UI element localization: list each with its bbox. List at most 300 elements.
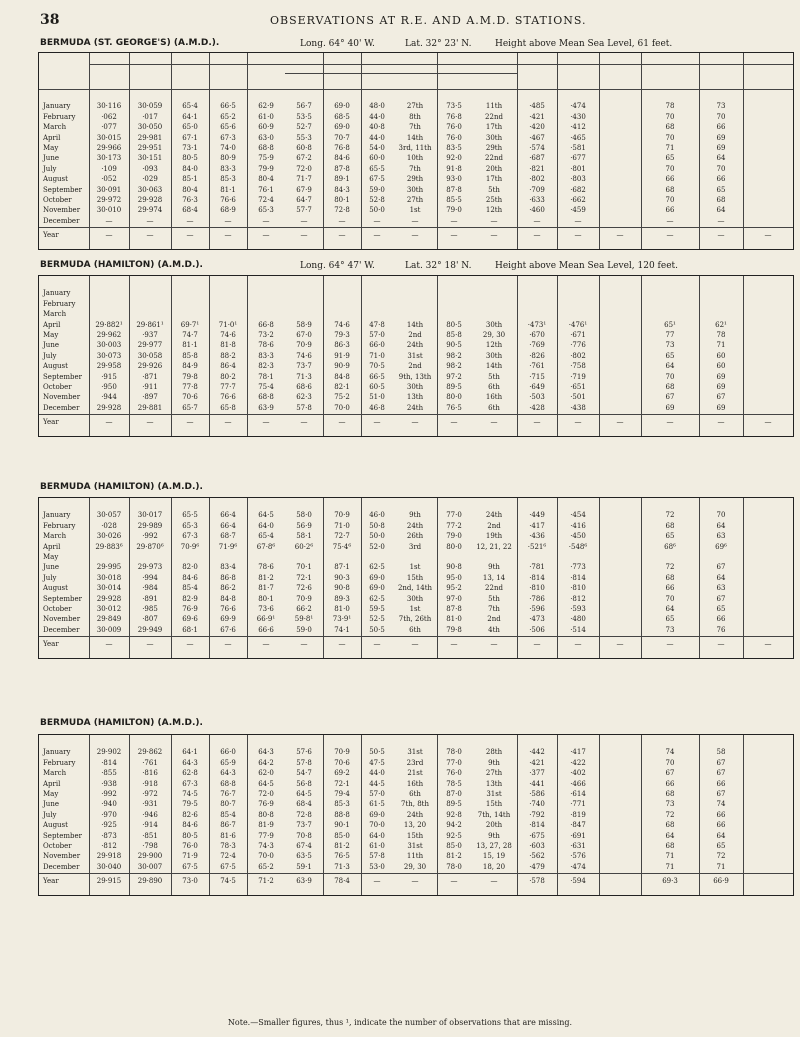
table-cell: — [105,640,113,649]
table-cell: 65·9 [220,758,236,767]
table-cell: 30th [406,185,424,194]
table-cell: 29·881 [137,403,163,412]
table-cell: 56·7 [296,102,312,111]
table-cell: 66·2 [296,605,312,613]
header-rule [641,64,793,65]
table-cell: 72·4 [220,852,236,861]
table-cell: 60·8 [296,144,312,152]
table-cell: 29·870⁶ [136,542,164,551]
table-cell: ·631 [570,842,586,850]
table-cell: ·810 [529,584,545,593]
table-cell: 3rd [408,542,422,551]
table-cell: ·761 [529,362,545,371]
table-cell: 29·902 [96,748,122,757]
table-cell: — [764,640,772,649]
table-cell: 69·9 [220,615,236,624]
table-cell: 6th [409,625,421,634]
table-cell: 24th [406,341,424,350]
table-cell: — [338,216,346,225]
table-cell: 2nd [487,615,501,624]
table-cell: 30·116 [96,102,122,111]
table-cell: 71·0 [369,351,385,360]
row-label: July [43,351,57,360]
table-cell: 30·010 [96,206,122,215]
units-row [39,278,793,288]
table-row [39,625,793,635]
table-cell: 73 [665,341,675,350]
table-cell: 29, 30 [482,331,506,339]
row-label: April [43,320,61,329]
table-cell: 71·2 [258,877,274,886]
table-cell: 79·8 [446,625,462,634]
table-cell: 29·928 [96,594,122,603]
table-row [39,768,793,778]
table-cell: 72·0 [296,164,312,173]
row-label: May [43,790,59,798]
table-cell: 67 [716,393,726,402]
table-cell: 29·890 [137,877,163,886]
table-cell: 75·4⁶ [332,542,352,551]
section-title: BERMUDA (HAMILTON) (A.M.D.). [40,718,203,728]
table-cell: 78·6 [258,563,274,572]
table-cell: — [616,418,624,427]
table-cell: 59·8¹ [294,615,314,624]
table-row [39,382,793,392]
section-longitude: Long. 64° 47' W. [300,261,375,271]
row-label: November [43,852,81,861]
table-cell: ·814 [529,821,545,830]
table-cell: 90·8 [446,563,462,572]
table-cell: 76·6 [220,605,236,613]
table-cell: 79·5 [182,800,198,809]
table-cell: — [533,216,541,225]
table-cell: 82·0 [182,563,198,572]
table-cell: 93·0 [446,175,462,184]
table-cell: 62·3 [296,393,312,402]
table-cell: 50·0 [369,206,385,215]
table-cell: 83·3 [258,351,274,360]
row-label: January [43,289,71,298]
table-cell: 80·9 [220,154,236,163]
table-row [39,820,793,830]
table-cell: 70·9 [296,341,312,350]
table-cell: 12th [485,206,503,215]
table-cell: 64·1 [182,112,198,121]
table-cell: ·474 [570,102,586,111]
table-row [39,876,793,886]
table-cell: 9th, 13th [398,372,432,381]
table-cell: 76·5 [446,403,462,412]
section-longitude: Long. 64° 40' W. [300,39,375,49]
table-cell: 64·5 [258,511,274,520]
table-cell: — [574,640,582,649]
table-cell: 46·0 [369,511,385,520]
table-cell: 87·1 [334,563,350,572]
table-cell: — [262,216,270,225]
table-cell: 92·8 [446,810,462,819]
table-cell: 81·1 [220,185,236,194]
table-cell: ·466 [570,779,586,788]
table-cell: 66 [665,779,675,788]
section-height: Height above Mean Sea Level, 61 feet. [495,39,673,49]
table-cell: 85·4 [182,584,198,593]
table-cell: 72 [665,810,675,819]
table-cell: 78·0 [446,748,462,757]
table-cell: ·792 [529,810,545,819]
table-cell: 64·0 [369,831,385,840]
table-cell: 29·900 [137,852,163,861]
table-cell: 29·883⁶ [95,542,123,551]
table-cell: 15th [485,800,503,809]
table-cell: 15th [406,573,424,582]
table-cell: — [186,216,194,225]
table-cell: 57·8 [369,852,385,861]
table-cell: 66 [716,779,726,788]
table-cell: — [338,418,346,427]
table-cell: 30·073 [96,351,122,360]
table-cell: 15th [406,831,424,840]
table-cell: 92·5 [446,831,462,840]
table-cell: 69 [716,403,726,412]
table-cell: 65·4 [182,102,198,111]
table-cell: 80·1 [334,196,350,204]
table-cell: — [666,418,674,427]
table-cell: ·891 [142,594,158,603]
table-row [39,562,793,572]
table-cell: 24th [406,521,424,530]
table-cell: — [105,216,113,225]
table-cell: 87·8 [334,164,350,173]
table-cell: ·776 [570,341,586,350]
table-cell: 77·2 [446,521,462,530]
table-cell: 69·6 [182,615,198,624]
table-cell: 9th [488,563,500,572]
table-cell: 85·4 [220,810,236,819]
table-cell: 66·4 [220,521,236,530]
table-cell: — [146,640,154,649]
section-title: BERMUDA (ST. GEORGE'S) (A.M.D.). [40,38,220,48]
table-cell: 70 [716,511,726,520]
table-cell: 88·2 [220,351,236,360]
row-label: February [43,299,76,308]
table-row [39,862,793,872]
table-cell: ·460 [529,206,545,215]
table-cell: 73·0 [182,877,198,886]
table-cell: ·417 [529,521,545,530]
table-cell: 67·6 [220,625,236,634]
table-cell: ·454 [570,511,586,520]
table-cell: 30·063 [137,185,163,194]
table-cell: ·803 [570,175,586,184]
table-cell: 60·9 [258,123,274,132]
row-label: Year [43,877,59,886]
table-cell: 80·5 [182,154,198,163]
table-cell: 78 [716,331,726,339]
table-cell: — [764,231,772,240]
table-cell: 58 [716,748,726,757]
table-cell: 85·5 [446,196,462,204]
row-label: August [43,821,68,830]
table-cell: 68·5 [334,112,350,121]
table-cell: 29·972 [96,196,122,204]
table-cell: 58·0 [296,511,312,520]
table-cell: 67·3 [182,532,198,541]
table-row [39,573,793,583]
table-cell: ·430 [570,112,586,121]
table-cell: 84·9 [182,362,198,371]
table-cell: 29·995 [96,563,122,572]
table-cell: 69·3 [662,877,678,886]
row-label: December [43,625,80,634]
table-cell: ·109 [101,164,117,173]
table-cell: 12, 21, 22 [476,542,512,551]
table-cell: 6th [488,403,500,412]
table-cell: 64 [665,831,675,840]
table-cell: 29·951 [137,144,163,152]
table-cell: 66·5 [220,102,236,111]
row-label: August [43,175,68,184]
table-cell: 69 [716,372,726,381]
row-label: October [43,842,72,850]
table-cell: 67·9 [296,185,312,194]
table-cell: 68·8 [220,779,236,788]
table-cell: ·826 [529,351,545,360]
table-cell: 76·8 [446,112,462,121]
table-cell: 70·8 [296,831,312,840]
table-cell: ·514 [570,625,586,634]
table-cell: 66·9 [713,877,729,886]
table-cell: 73·7 [296,821,312,830]
table-cell: 29·862 [137,748,163,757]
table-cell: 67 [716,790,726,798]
table-cell: 27th [485,769,503,778]
table-cell: 69 [716,144,726,152]
table-cell: 79·0 [446,206,462,215]
table-cell: 74 [665,748,675,757]
table-cell: 66·8 [258,320,274,329]
table-cell: ·467 [529,133,545,142]
table-cell: ·473¹ [527,320,547,329]
table-cell: 59·0 [296,625,312,634]
table-cell: 65 [665,351,675,360]
table-cell: 30th [485,320,503,329]
table-cell: 65·5 [369,164,385,173]
table-cell: ·814 [101,758,117,767]
table-cell: 17th [485,175,503,184]
table-cell: ·740 [529,800,545,809]
table-cell: 13th [485,779,503,788]
table-cell: 95·2 [446,584,462,593]
table-cell: 30·014 [96,584,122,593]
row-label: August [43,584,68,593]
section-title: BERMUDA (HAMILTON) (A.M.D.). [40,482,203,492]
table-cell: 68 [665,521,675,530]
row-label: January [43,102,71,111]
table-cell: ·677 [570,154,586,163]
table-cell: 79·8 [182,372,198,381]
year-rule [39,227,793,228]
table-cell: ·450 [570,532,586,541]
table-cell: ·709 [529,185,545,194]
table-cell: ·485 [529,102,545,111]
table-cell: 86·7 [220,821,236,830]
table-cell: 44·5 [369,779,385,788]
table-cell: 65·5 [182,511,198,520]
table-cell: 84·8 [334,372,350,381]
table-cell: 81·0 [334,605,350,613]
table-cell: 70 [665,594,675,603]
table-cell: 17th [485,123,503,132]
table-cell: ·931 [142,800,158,809]
table-cell: 29, 30 [403,862,427,871]
table-cell: 71·0¹ [218,320,238,329]
table-cell: 30·003 [96,341,122,350]
table-cell: 30·012 [96,605,122,613]
table-cell: 29·973 [137,563,163,572]
table-cell: ·671 [570,331,586,339]
row-label: June [43,341,59,350]
table-cell: 11th [485,102,503,111]
table-cell: ·773 [570,563,586,572]
table-cell: — [764,418,772,427]
table-cell: 84·0 [182,164,198,173]
table-row [39,288,793,298]
table-cell: 67 [665,769,675,778]
table-cell: ·807 [142,615,158,624]
table-cell: 87·0 [446,790,462,798]
table-cell: — [300,216,308,225]
row-label: Year [43,231,59,240]
table-cell: ·651 [570,383,586,391]
table-cell: ·428 [529,403,545,412]
table-cell: 62·0 [258,769,274,778]
table-cell: 70 [665,372,675,381]
table-cell: 70·6 [182,393,198,402]
running-head: OBSERVATIONS AT R.E. AND A.M.D. STATIONS. [270,14,587,27]
table-cell: 64 [665,362,675,371]
table-cell: 85·0 [446,842,462,850]
table-cell: 4th [488,625,500,634]
table-cell: 69·7¹ [180,320,200,329]
table-cell: 29·918 [96,852,122,861]
row-label: October [43,383,72,391]
table-cell: 76 [716,625,726,634]
table-cell: 65·3 [182,521,198,530]
table-cell: 57·7 [296,206,312,215]
table-cell: 30·059 [137,102,163,111]
table-cell: 72 [665,563,675,572]
table-cell: ·473 [529,615,545,624]
table-cell: 52·7 [296,123,312,132]
table-row [39,747,793,757]
table-cell: 80·0 [446,542,462,551]
table-cell: 30·018 [96,573,122,582]
table-row [39,810,793,820]
row-label: Year [43,640,59,649]
table-cell: 14th [406,133,424,142]
table-cell: 81·2 [446,852,462,861]
table-cell: 72 [716,852,726,861]
table-cell: 14th [406,320,424,329]
table-cell: 2nd [487,521,501,530]
table-cell: — [490,231,498,240]
table-cell: 50·5 [369,748,385,757]
table-cell: 89·5 [446,800,462,809]
table-cell: 64 [716,206,726,215]
table-cell: 74·5 [182,790,198,798]
row-label: March [43,310,67,319]
table-cell: — [105,418,113,427]
table-cell: 29·849 [96,615,122,624]
table-cell: 30·040 [96,862,122,871]
table-cell: 79·0 [446,532,462,541]
table-cell: ·459 [570,206,586,215]
table-cell: 9th [488,831,500,840]
table-cell: 68·1 [182,625,198,634]
table-row [39,122,793,132]
row-label: April [43,133,61,142]
table-cell: 13, 27, 28 [476,842,512,850]
section-title: BERMUDA (HAMILTON) (A.M.D.). [40,260,203,270]
table-cell: ·994 [142,573,158,582]
table-cell: 84·6 [182,821,198,830]
table-cell: — [574,231,582,240]
table-cell: ·715 [529,372,545,381]
table-cell: 53·0 [369,862,385,871]
row-label: May [43,553,59,561]
table-cell: — [224,231,232,240]
table-cell: 8th [409,112,421,121]
table-cell: 54·0 [369,144,385,152]
table-cell: 59·1 [296,862,312,871]
table-cell: ·614 [570,790,586,798]
table-cell: 71·9⁶ [218,542,238,551]
table-cell: 90·3 [334,573,350,582]
table-cell: ·421 [529,112,545,121]
table-cell: 73·7 [296,362,312,371]
table-cell: ·028 [101,521,117,530]
table-row [39,351,793,361]
table-cell: 57·0 [369,790,385,798]
row-label: March [43,532,67,541]
table-cell: ·950 [101,383,117,391]
table-cell: 63 [716,532,726,541]
table-row [39,174,793,184]
table-cell: 73·9¹ [332,615,352,624]
table-cell: 70 [665,133,675,142]
table-cell: 67 [716,594,726,603]
table-cell: 91·8 [446,164,462,173]
table-row [39,216,793,226]
table-cell: 85·3 [220,175,236,184]
table-cell: 30·173 [96,154,122,163]
row-label: Year [43,418,59,427]
table-cell: 63·9 [296,877,312,886]
table-cell: 83·4 [220,563,236,572]
table-row [39,799,793,809]
table-cell: 75·2 [334,393,350,402]
table-cell: ·984 [142,584,158,593]
table-cell: 70·9 [334,748,350,757]
table-cell: ·420 [529,123,545,132]
table-cell: 77·0 [446,511,462,520]
table-cell: 63·5 [296,852,312,861]
table-row [39,583,793,593]
table-cell: ·603 [529,842,545,850]
table-cell: — [450,640,458,649]
table-row [39,841,793,851]
table-row [39,101,793,111]
